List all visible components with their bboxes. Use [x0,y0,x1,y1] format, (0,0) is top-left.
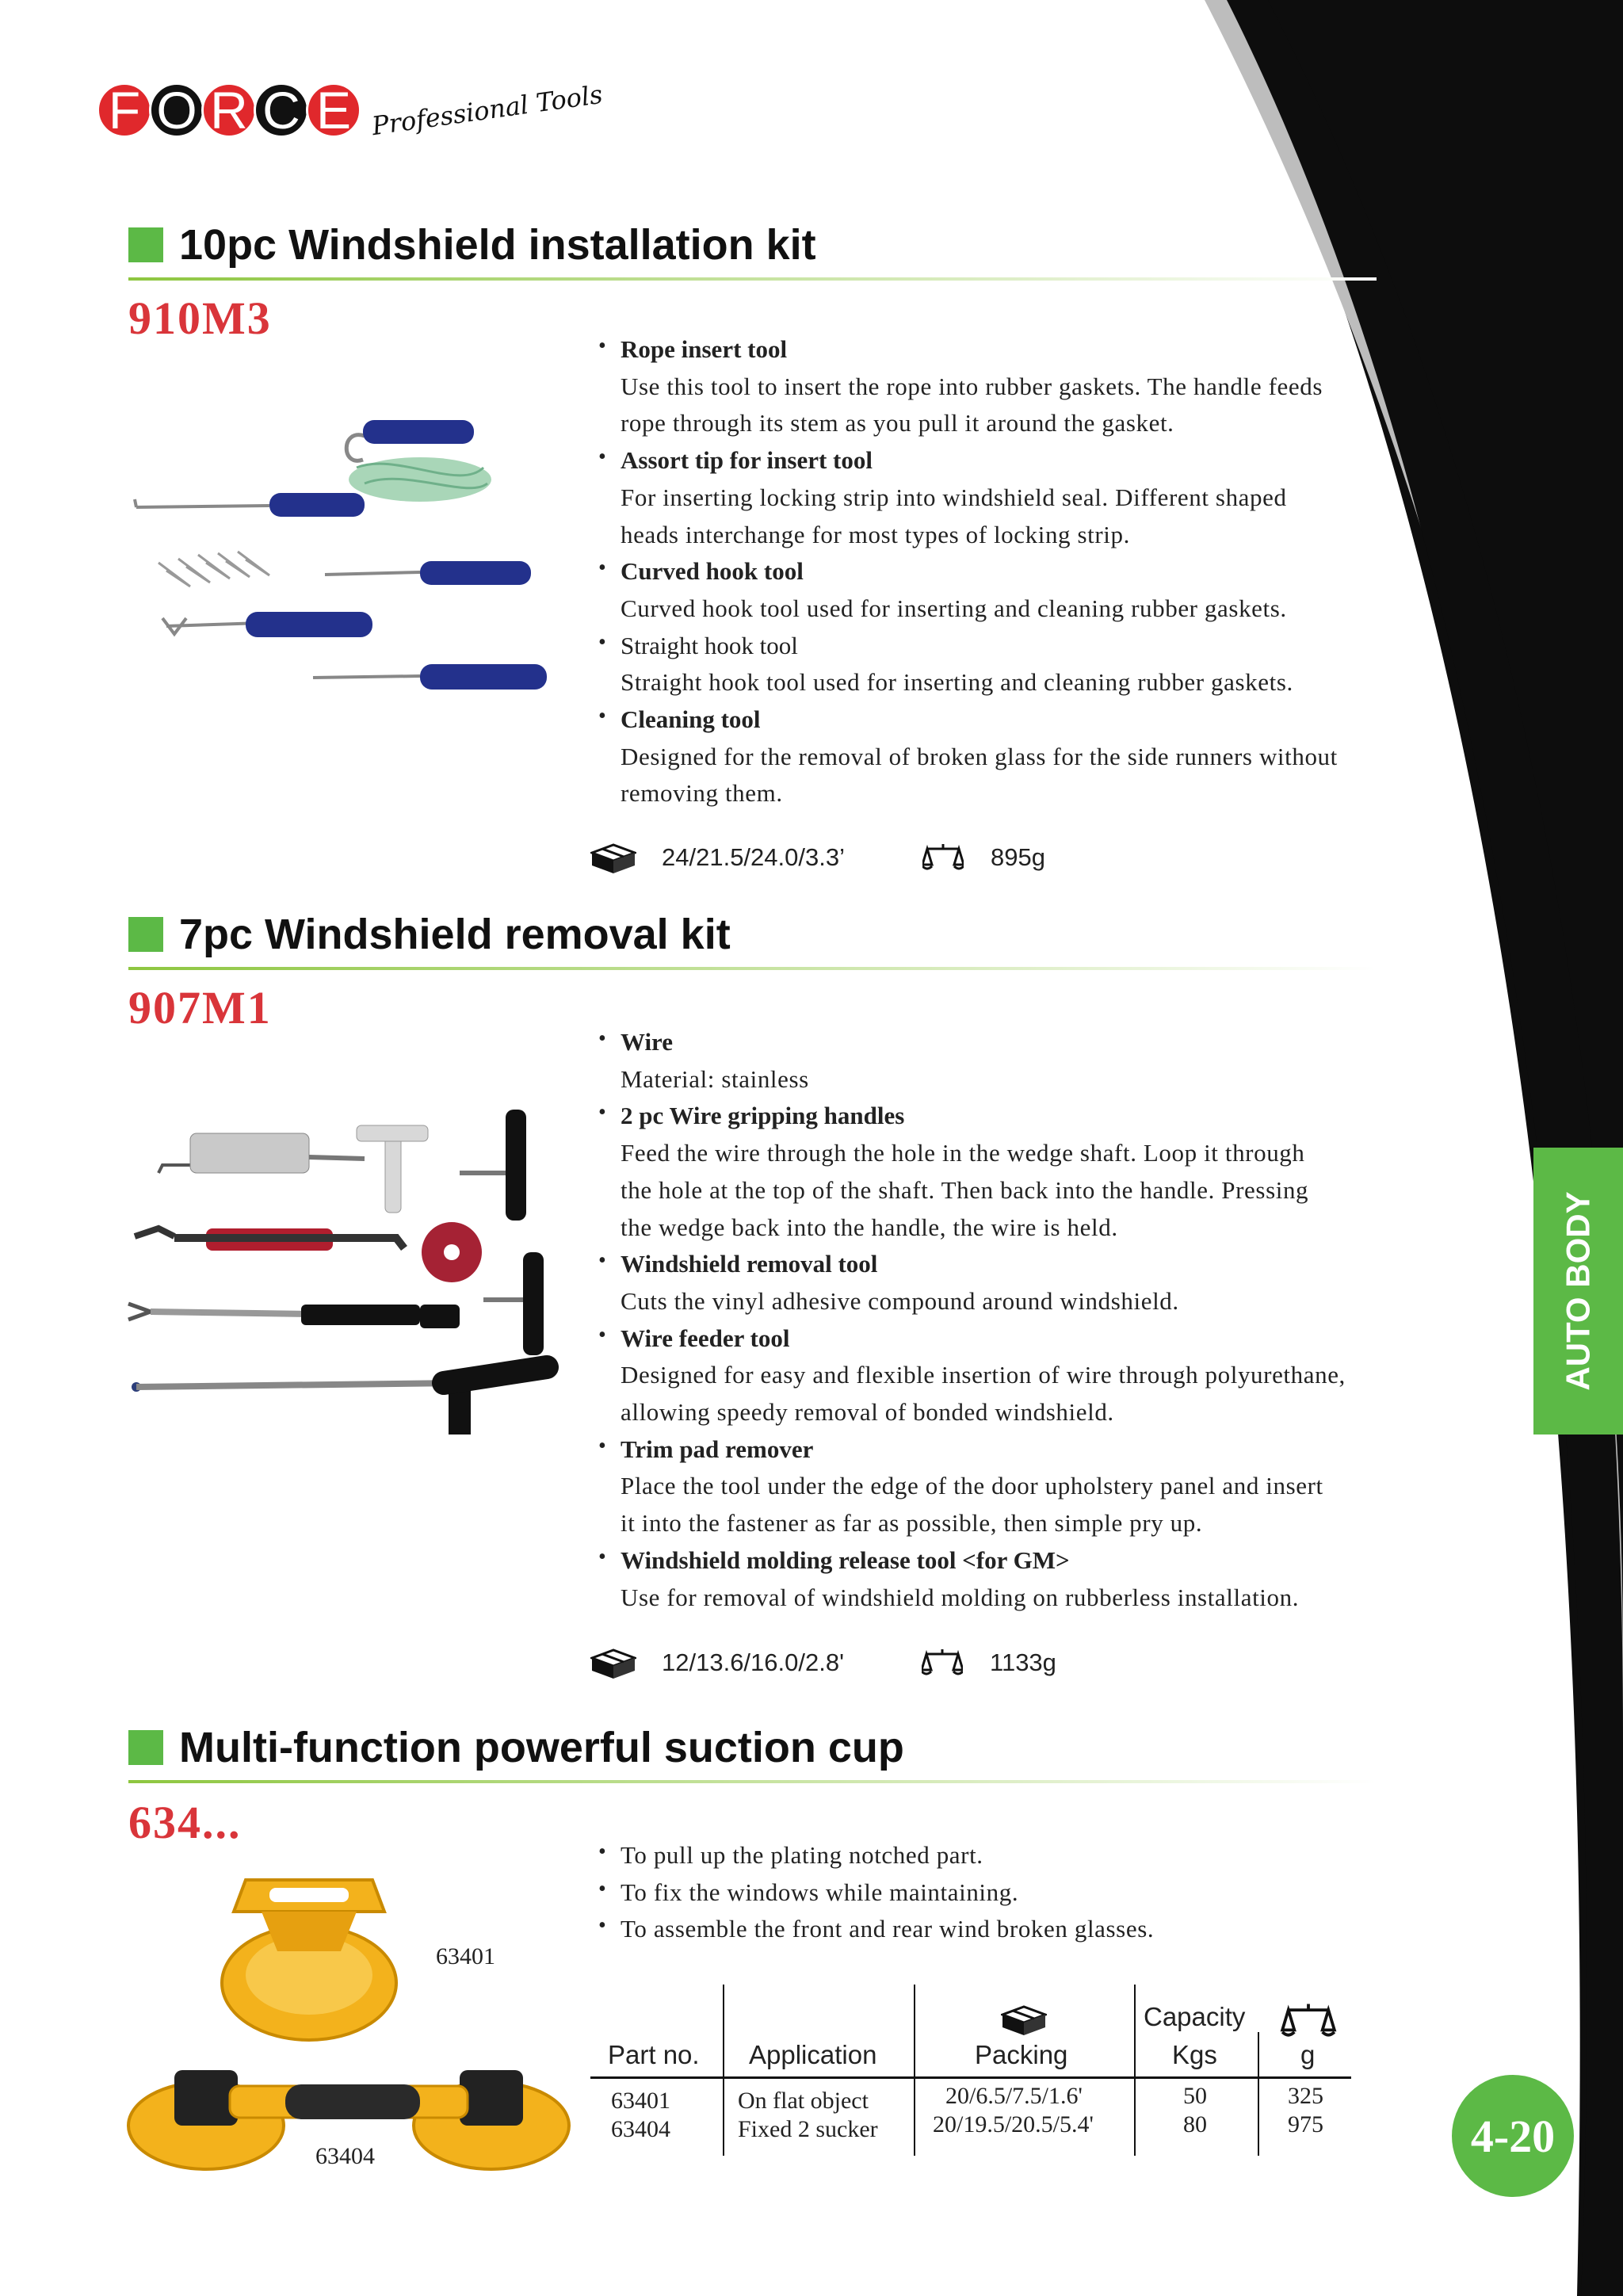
product-code: 907M1 [128,982,272,1033]
feature-title: • Wire feeder tool [621,1320,1500,1358]
feature-desc: the wedge back into the handle, the wire is held. [621,1213,1118,1241]
feature-bullet: • To fix the windows while maintaining. [621,1874,1154,1912]
feature-title: • Assort tip for insert tool [621,442,1500,479]
table-rule [590,2076,1351,2079]
feature-bullet: • To pull up the plating notched part. [621,1837,1154,1874]
section-title-suction-cup: Multi-function powerful suction cup [128,1723,904,1772]
feature-title: • Trim pad remover [621,1431,1500,1469]
table-cell: 975 [1288,2111,1323,2137]
feature-title: • Cleaning tool [621,701,1500,739]
feature-title: • Straight hook tool [621,628,1500,665]
feature-desc: Use for removal of windshield molding on rubberless installation. [621,1583,1300,1611]
feature-desc: Use this tool to insert the rope into rubber gaskets. The handle feeds [621,372,1323,400]
spec-row [590,842,1045,873]
brand-logo [97,78,605,142]
feature-title: • Curved hook tool [621,553,1500,590]
feature-list [621,1024,1500,1616]
table-rule [723,1985,724,2156]
table-cell: 20/19.5/20.5/5.4' [933,2111,1094,2137]
table-header: Packing [975,2040,1068,2069]
feature-desc: heads interchange for most types of locking strip. [621,520,1130,548]
packing-value: 24/21.5/24.0/3.3’ [662,843,845,871]
feature-desc: Straight hook tool used for inserting and cleaning rubber gaskets. [621,668,1293,697]
feature-title: • Rope insert tool [621,331,1500,369]
table-header: g [1300,2040,1316,2069]
feature-desc: Place the tool under the edge of the door upholstery panel and insert [621,1472,1323,1500]
table-header: Application [749,2040,877,2069]
feature-desc: Material: stainless [621,1064,809,1093]
spec-table [590,1985,1351,2156]
feature-bullet: • To assemble the front and rear wind broken glasses. [621,1911,1154,1948]
feature-list [621,331,1500,812]
scale-icon [922,842,964,873]
table-cell: Fixed 2 sucker [738,2116,878,2142]
feature-desc: Designed for easy and flexible insertion of wire through polyurethane, [621,1361,1346,1389]
feature-desc: Designed for the removal of broken glass for the side runners without [621,742,1338,770]
table-rule [1258,2032,1259,2156]
section-divider [128,967,1377,970]
installation-kit-image [127,404,571,721]
feature-desc: the hole at the top of the shaft. Then back into the handle. Pressing [621,1175,1309,1204]
section-marker [128,227,163,262]
section-marker [128,1730,163,1765]
section-divider [128,277,1377,281]
logo-letter: F [97,82,152,138]
section-marker [128,917,163,952]
table-rule [914,1985,915,2156]
feature-title: • Windshield molding release tool <for GM> [621,1542,1500,1580]
feature-desc: removing them. [621,779,783,808]
logo-letter: C [254,82,309,138]
feature-title: • Wire [621,1024,1500,1061]
feature-desc: rope through its stem as you pull it around the gasket. [621,409,1174,437]
image-label: 63404 [315,2143,375,2169]
page-number: 4-20 [1447,2070,1579,2202]
section-title-removal-kit: 7pc Windshield removal kit [128,910,731,959]
suction-feature-list [621,1837,1154,1948]
table-header: Part no. [608,2040,700,2069]
weight-value: 895g [990,843,1045,871]
scale-icon [1278,2002,1338,2040]
logo-letter: E [306,82,361,138]
table-cell: 63404 [611,2116,670,2142]
weight-value: 1133g [990,1648,1056,1676]
feature-desc: Feed the wire through the hole in the wedge shaft. Loop it through [621,1139,1305,1167]
feature-desc: allowing speedy removal of bonded windshield. [621,1398,1114,1427]
table-cell: 80 [1183,2111,1207,2137]
packing-value: 12/13.6/16.0/2.8' [662,1648,845,1676]
image-label: 63401 [436,1943,495,1969]
table-rule [1134,1985,1136,2156]
logo-letter: O [149,82,204,138]
section-divider [128,1780,1377,1783]
side-category-tab [1533,1148,1623,1435]
product-code: 910M3 [128,292,272,344]
removal-kit-image [127,1110,571,1458]
table-header: Kgs [1172,2040,1217,2069]
section-title-installation-kit: 10pc Windshield installation kit [128,220,816,269]
table-cell: 325 [1288,2083,1323,2109]
box-icon [1001,2004,1047,2035]
spec-row [590,1647,1056,1679]
table-cell: 20/6.5/7.5/1.6' [945,2083,1083,2109]
feature-desc: Cuts the vinyl adhesive compound around windshield. [621,1286,1179,1315]
product-code: 634... [128,1797,242,1848]
logo-letter: R [201,82,257,138]
table-header-capacity: Capacity [1144,2002,1246,2031]
feature-desc: Curved hook tool used for inserting and cleaning rubber gaskets. [621,594,1287,622]
brand-tagline: Professional Tools [369,78,605,142]
scale-icon [922,1648,963,1678]
box-icon [590,842,636,873]
feature-desc: it into the fastener as far as possible, then simple pry up. [621,1509,1203,1538]
feature-title: • 2 pc Wire gripping handles [621,1098,1500,1135]
table-cell: 63401 [611,2088,670,2114]
feature-title: • Windshield removal tool [621,1246,1500,1283]
side-category-label: AUTO BODY [1559,1191,1597,1391]
table-cell: 50 [1183,2083,1207,2109]
feature-desc: For inserting locking strip into windshield seal. Different shaped [621,483,1287,511]
suction-cup-single-image [214,1864,404,2046]
box-icon [590,1647,636,1679]
table-cell: On flat object [738,2088,869,2114]
